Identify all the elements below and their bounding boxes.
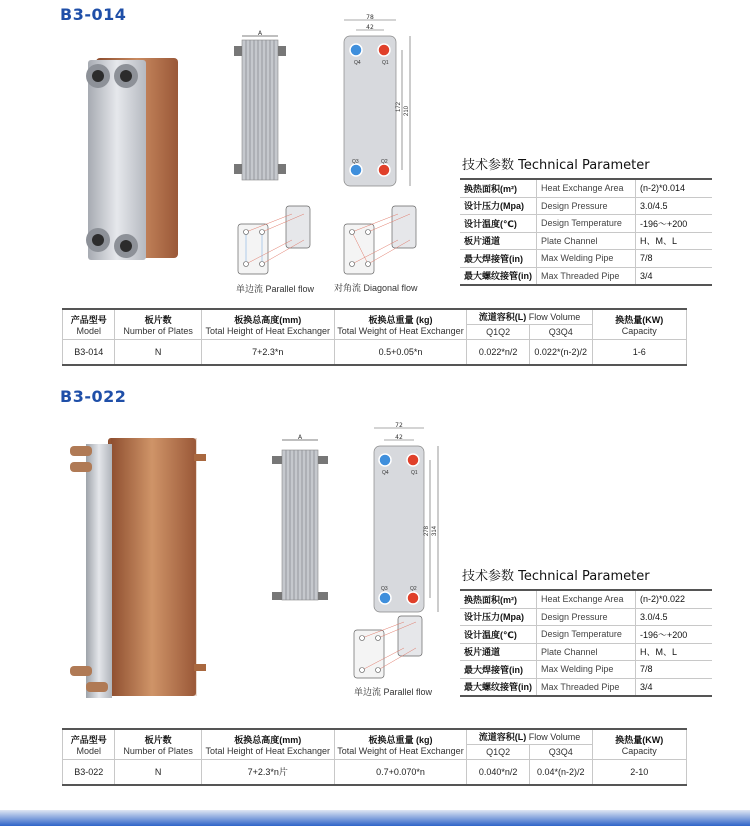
th-capacity-en: Capacity [621, 325, 657, 336]
th-model-zh: 产品型号 [70, 734, 107, 745]
tech-label-zh: 设计压力(Mpa) [460, 197, 537, 215]
tech-label-en: Design Temperature [537, 215, 636, 233]
th-q3q4: Q3Q4 [529, 744, 592, 759]
dim-thickness: A [297, 434, 303, 441]
th-q3q4: Q3Q4 [529, 324, 592, 339]
tech-label-en: Max Threaded Pipe [537, 678, 636, 696]
port-label-q2: Q2 [381, 159, 388, 165]
tech-label-zh: 板片通道 [460, 643, 537, 661]
th-weight-zh: 板换总重量 (kg) [368, 734, 433, 745]
dim-thickness: A [257, 30, 263, 37]
tech-row [460, 267, 712, 285]
tech-value: -196～+200 [636, 626, 713, 644]
cell-capacity: 2-10 [592, 759, 686, 785]
caption-parallel-flow: 单边流 Parallel flow [236, 284, 315, 294]
cell-q3q4: 0.04*(n-2)/2 [529, 759, 592, 785]
cell-plates: N [115, 759, 201, 785]
tech-param-table-b3-014 [460, 178, 712, 286]
tech-value: 7/8 [636, 250, 713, 268]
th-model-en: Model [76, 325, 101, 336]
parallel-flow-diagram-b3-022 [340, 612, 430, 682]
dim-port-spacing: 42 [366, 24, 374, 31]
tech-label-zh: 板片通道 [460, 232, 537, 250]
tech-label-en: Design Temperature [537, 626, 636, 644]
th-height-zh: 板换总高度(mm) [234, 734, 302, 745]
tech-value: 3/4 [636, 678, 713, 696]
tech-row [460, 643, 712, 661]
tech-row [460, 215, 712, 233]
tech-param-table-b3-022 [460, 589, 712, 697]
tech-value: 3.0/4.5 [636, 608, 713, 626]
th-weight-zh: 板换总重量 (kg) [368, 314, 433, 325]
tech-label-zh: 最大焊接管(in) [460, 250, 537, 268]
tech-label-zh: 换热面积(m²) [460, 179, 537, 197]
tech-row [460, 590, 712, 608]
model-table-b3-022 [62, 728, 687, 786]
tech-label-en: Heat Exchange Area [537, 590, 636, 608]
cell-model: B3-022 [63, 759, 115, 785]
parallel-flow-diagram-b3-014 [228, 200, 318, 278]
table-row [63, 339, 687, 365]
tech-label-zh: 最大螺纹接管(in) [460, 678, 537, 696]
product-photo-b3-022 [70, 432, 210, 704]
th-weight-en: Total Weight of Heat Exchanger [337, 325, 464, 336]
tech-label-en: Design Pressure [537, 197, 636, 215]
port-label-q3: Q3 [381, 586, 388, 592]
th-weight-en: Total Weight of Heat Exchanger [337, 745, 464, 756]
th-plates-zh: 板片数 [144, 734, 172, 745]
model-title-b3-014: B3-014 [60, 5, 127, 24]
cell-weight: 0.5+0.05*n [334, 339, 467, 365]
tech-param-title: 技术参数 Technical Parameter [462, 569, 650, 584]
tech-label-zh: 设计温度(℃) [460, 215, 537, 233]
tech-label-en: Max Welding Pipe [537, 250, 636, 268]
tech-value: -196～+200 [636, 215, 713, 233]
caption-parallel-flow: 单边流 Parallel flow [354, 687, 433, 697]
tech-label-en: Plate Channel [537, 232, 636, 250]
port-label-q3: Q3 [352, 159, 359, 165]
th-capacity-zh: 换热量(KW) [615, 314, 664, 325]
tech-row [460, 626, 712, 644]
th-q1q2: Q1Q2 [467, 324, 529, 339]
cell-q1q2: 0.040*n/2 [467, 759, 529, 785]
tech-row [460, 678, 712, 696]
cell-plates: N [115, 339, 201, 365]
th-model-en: Model [76, 745, 101, 756]
port-label-q1: Q1 [382, 60, 389, 66]
th-flow-zh: 流道容积(L) [478, 732, 527, 743]
tech-value: 3/4 [636, 267, 713, 285]
tech-label-en: Plate Channel [537, 643, 636, 661]
port-label-q2: Q2 [410, 586, 417, 592]
th-q1q2: Q1Q2 [467, 744, 529, 759]
th-model-zh: 产品型号 [70, 314, 107, 325]
product-photo-b3-014 [70, 48, 185, 266]
tech-label-zh: 最大焊接管(in) [460, 661, 537, 679]
tech-value: H、M、L [636, 643, 713, 661]
tech-value: (n-2)*0.014 [636, 179, 713, 197]
tech-label-en: Design Pressure [537, 608, 636, 626]
bottom-decor-bar [0, 810, 750, 826]
tech-value: H、M、L [636, 232, 713, 250]
th-height-zh: 板换总高度(mm) [234, 314, 302, 325]
diagonal-flow-diagram-b3-014 [334, 200, 424, 278]
th-flow-en: Flow Volume [528, 732, 581, 743]
tech-value: (n-2)*0.022 [636, 590, 713, 608]
port-label-q1: Q1 [411, 470, 418, 476]
side-view-drawing-b3-022 [268, 434, 334, 610]
th-height-en: Total Height of Heat Exchanger [205, 325, 331, 336]
th-capacity-en: Capacity [621, 745, 657, 756]
th-plates-zh: 板片数 [144, 314, 172, 325]
tech-row [460, 232, 712, 250]
tech-label-zh: 设计压力(Mpa) [460, 608, 537, 626]
th-flow-en: Flow Volume [528, 312, 581, 323]
tech-value: 3.0/4.5 [636, 197, 713, 215]
tech-row [460, 197, 712, 215]
th-capacity-zh: 换热量(KW) [615, 734, 664, 745]
model-table-b3-014 [62, 308, 687, 366]
tech-row [460, 661, 712, 679]
th-plates-en: Number of Plates [123, 325, 193, 336]
cell-q3q4: 0.022*(n-2)/2 [529, 339, 592, 365]
front-view-drawing-b3-014 [330, 12, 420, 192]
model-title-b3-022: B3-022 [60, 387, 127, 406]
cell-weight: 0.7+0.070*n [334, 759, 467, 785]
cell-height: 7+2.3*n [201, 339, 334, 365]
dim-width: 78 [366, 14, 374, 21]
cell-model: B3-014 [63, 339, 115, 365]
front-view-drawing-b3-022 [362, 418, 448, 614]
cell-q1q2: 0.022*n/2 [467, 339, 529, 365]
th-height-en: Total Height of Heat Exchanger [205, 745, 331, 756]
tech-label-en: Heat Exchange Area [537, 179, 636, 197]
port-label-q4: Q4 [354, 60, 361, 66]
tech-label-zh: 换热面积(m²) [460, 590, 537, 608]
tech-label-en: Max Welding Pipe [537, 661, 636, 679]
dim-width: 72 [395, 422, 403, 429]
tech-value: 7/8 [636, 661, 713, 679]
dim-port-spacing: 42 [395, 434, 403, 441]
table-row [63, 759, 687, 785]
tech-row [460, 608, 712, 626]
th-plates-en: Number of Plates [123, 745, 193, 756]
th-flow-zh: 流道容积(L) [478, 312, 527, 323]
port-label-q4: Q4 [382, 470, 389, 476]
dim-height-outer: 314 [432, 525, 438, 536]
dim-height-inner: 172 [396, 101, 402, 112]
tech-row [460, 250, 712, 268]
dim-height-inner: 278 [424, 525, 430, 536]
tech-param-title: 技术参数 Technical Parameter [462, 158, 650, 173]
tech-label-en: Max Threaded Pipe [537, 267, 636, 285]
cell-capacity: 1-6 [592, 339, 686, 365]
dim-height-outer: 210 [404, 105, 410, 116]
caption-diagonal-flow: 对角流 Diagonal flow [334, 283, 418, 293]
cell-height: 7+2.3*n片 [201, 759, 334, 785]
side-view-drawing-b3-014 [228, 30, 294, 190]
tech-row [460, 179, 712, 197]
tech-label-zh: 设计温度(℃) [460, 626, 537, 644]
tech-label-zh: 最大螺纹接管(in) [460, 267, 537, 285]
